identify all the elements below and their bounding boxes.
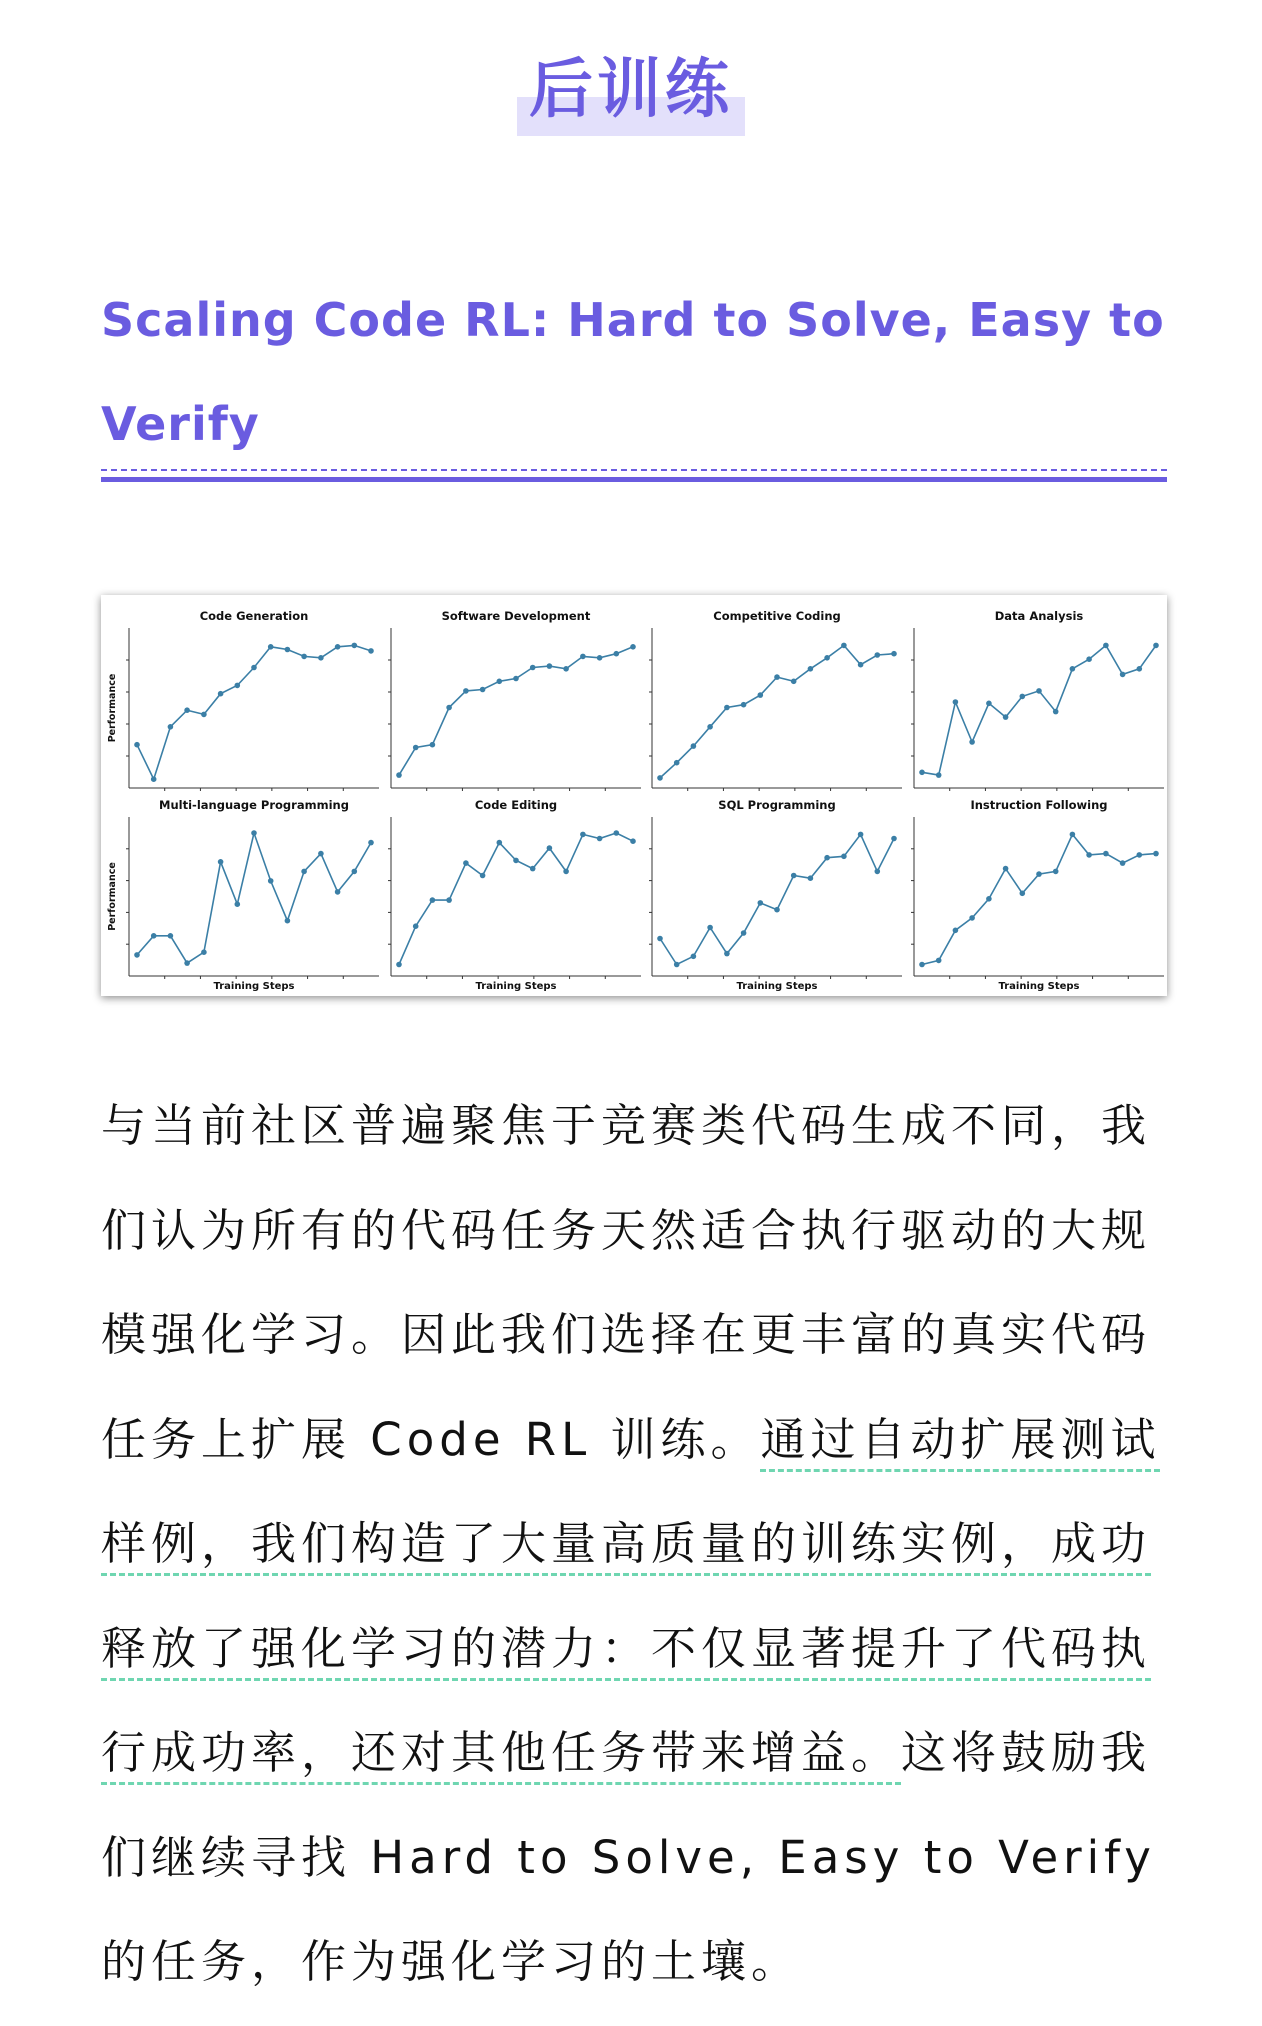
paragraph-intro: 与当前社区普遍聚焦于竞赛类代码生成不同，我们认为所有的代码任务天然适合执行驱动的大规模强化学习。因此我们选择在更丰富的真实代码任务上扩展 Code RL 训练。 (101, 1099, 1152, 1466)
code-editing-data-point (413, 923, 419, 929)
multi-language-programming-title: Multi-language Programming (159, 798, 349, 812)
software-development-data-point (480, 687, 486, 693)
instruction-following-data-point (919, 962, 925, 968)
code-editing-data-point (446, 897, 452, 903)
code-editing-data-point (530, 866, 536, 872)
sql-programming-title: SQL Programming (718, 798, 836, 812)
code-generation-data-point (251, 665, 257, 671)
instruction-following-data-point (953, 928, 959, 934)
instruction-following-series-line (922, 834, 1156, 964)
instruction-following-data-point (1003, 866, 1009, 872)
competitive-coding-data-point (858, 662, 864, 668)
code-generation-data-point (201, 712, 207, 718)
data-analysis-data-point (919, 770, 925, 776)
multi-language-programming-series-line (137, 833, 371, 963)
data-analysis-data-point (1137, 666, 1143, 672)
software-development-data-point (430, 742, 436, 748)
software-development-data-point (497, 679, 503, 685)
body-paragraph (101, 1074, 1171, 2015)
sql-programming-data-point (691, 954, 697, 960)
competitive-coding-data-point (774, 674, 780, 680)
data-analysis-data-point (1120, 672, 1126, 678)
sql-programming-data-point (657, 936, 663, 942)
competitive-coding-data-point (674, 760, 680, 766)
competitive-coding-data-point (808, 666, 814, 672)
headline: Scaling Code RL: Hard to Solve, Easy to Verify (101, 293, 1165, 451)
competitive-coding-data-point (657, 775, 663, 781)
sql-programming-data-point (774, 907, 780, 913)
code-editing-data-point (430, 897, 436, 903)
paragraph-outro: 这将鼓励我们继续寻找 Hard to Solve, Easy to Verify 的任务，作为强化学习的土壤。 (101, 1726, 1156, 1988)
sql-programming-data-point (791, 873, 797, 879)
competitive-coding-data-point (791, 679, 797, 685)
code-editing-data-point (480, 873, 486, 879)
multi-language-programming-data-point (251, 830, 257, 836)
sql-programming-data-point (858, 832, 864, 838)
section-title-text: 后训练 (517, 34, 745, 136)
sql-programming-data-point (741, 930, 747, 936)
sql-programming-data-point (724, 951, 730, 957)
multi-language-programming-data-point (352, 869, 358, 875)
software-development-data-point (563, 666, 569, 672)
code-editing-data-point (396, 962, 402, 968)
code-editing-data-point (597, 836, 603, 842)
data-analysis-data-point (1070, 666, 1076, 672)
software-development-data-point (446, 705, 452, 711)
data-analysis-data-point (953, 699, 959, 705)
code-generation-data-point (168, 724, 174, 730)
software-development-data-point (614, 651, 620, 657)
competitive-coding-data-point (707, 724, 713, 730)
code-generation-data-point (352, 643, 358, 649)
data-analysis-data-point (969, 739, 975, 745)
instruction-following-data-point (1153, 851, 1159, 857)
instruction-following-data-point (969, 915, 975, 921)
instruction-following-data-point (1137, 852, 1143, 858)
instruction-following-data-point (1070, 832, 1076, 838)
data-analysis-series-line (922, 645, 1156, 775)
multi-language-programming-data-point (285, 918, 291, 924)
code-editing-data-point (497, 840, 503, 846)
multi-language-programming-xlabel: Training Steps (213, 981, 295, 992)
software-development-data-point (413, 745, 419, 751)
sql-programming-data-point (674, 962, 680, 968)
code-generation-title: Code Generation (199, 609, 309, 623)
code-editing-data-point (614, 830, 620, 836)
competitive-coding-data-point (724, 705, 730, 711)
software-development-data-point (530, 665, 536, 671)
code-generation-data-point (184, 707, 190, 713)
code-editing-title: Code Editing (474, 798, 558, 812)
code-generation-data-point (235, 683, 241, 689)
software-development-data-point (547, 663, 553, 669)
multi-language-programming-data-point (318, 851, 324, 857)
software-development-data-point (597, 655, 603, 661)
multi-language-programming-data-point (168, 933, 174, 939)
data-analysis-data-point (1103, 643, 1109, 649)
instruction-following-data-point (1053, 869, 1059, 875)
code-editing-data-point (547, 845, 553, 851)
competitive-coding-data-point (691, 743, 697, 749)
code-editing-data-point (580, 832, 586, 838)
multi-language-programming-data-point (218, 859, 224, 865)
multi-language-programming-data-point (301, 869, 307, 875)
sql-programming-data-point (891, 836, 897, 842)
software-development-title: Software Development (441, 609, 591, 623)
software-development-data-point (396, 772, 402, 778)
multi-language-programming-data-point (151, 933, 157, 939)
code-editing-data-point (513, 858, 519, 864)
sql-programming-data-point (758, 900, 764, 906)
code-generation-data-point (318, 655, 324, 661)
data-analysis-data-point (1036, 688, 1042, 694)
instruction-following-title: Instruction Following (970, 798, 1108, 812)
code-generation-data-point (368, 648, 374, 654)
instruction-following-data-point (986, 896, 992, 902)
code-editing-data-point (630, 838, 636, 844)
code-generation-data-point (301, 654, 307, 660)
instruction-following-data-point (1120, 860, 1126, 866)
code-generation-data-point (134, 742, 140, 748)
software-development-data-point (463, 688, 469, 694)
instruction-following-data-point (1036, 871, 1042, 877)
code-generation-data-point (335, 644, 341, 650)
code-editing-xlabel: Training Steps (475, 981, 557, 992)
software-development-series-line (399, 647, 633, 775)
data-analysis-data-point (1153, 643, 1159, 649)
data-analysis-data-point (1086, 656, 1092, 662)
instruction-following-data-point (936, 958, 942, 964)
instruction-following-data-point (1103, 851, 1109, 857)
sql-programming-series-line (660, 834, 894, 964)
multi-language-programming-data-point (184, 960, 190, 966)
competitive-coding-data-point (758, 692, 764, 698)
competitive-coding-data-point (875, 652, 881, 658)
software-development-data-point (580, 654, 586, 660)
code-editing-data-point (463, 860, 469, 866)
competitive-coding-data-point (841, 643, 847, 649)
competitive-coding-data-point (891, 651, 897, 657)
sql-programming-xlabel: Training Steps (736, 981, 818, 992)
training-curves-chart (101, 595, 1167, 996)
data-analysis-data-point (1020, 694, 1026, 700)
multi-language-programming-data-point (134, 952, 140, 958)
code-generation-data-point (151, 776, 157, 782)
multi-language-programming-data-point (368, 840, 374, 846)
software-development-data-point (630, 644, 636, 650)
data-analysis-data-point (936, 772, 942, 778)
code-generation-data-point (285, 647, 291, 653)
training-curves-figure (101, 595, 1167, 996)
sql-programming-data-point (841, 854, 847, 860)
code-generation-data-point (268, 644, 274, 650)
sql-programming-data-point (808, 875, 814, 881)
instruction-following-data-point (1020, 891, 1026, 897)
multi-language-programming-data-point (335, 889, 341, 895)
paragraph-highlight: 通过自动扩展测试样例，我们构造了大量高质量的训练实例，成功释放了强化学习的潜力：不仅显著提升了代码执行成功率，还对其他任务带来增益。 (101, 1412, 1161, 1779)
instruction-following-xlabel: Training Steps (998, 981, 1080, 992)
competitive-coding-data-point (741, 702, 747, 708)
multi-language-programming-data-point (268, 878, 274, 884)
competitive-coding-title: Competitive Coding (713, 609, 841, 623)
multi-language-programming-data-point (201, 949, 207, 955)
section-title (0, 34, 1262, 136)
competitive-coding-data-point (824, 655, 830, 661)
sql-programming-data-point (824, 855, 830, 861)
sql-programming-data-point (707, 925, 713, 931)
sql-programming-data-point (875, 869, 881, 875)
instruction-following-data-point (1086, 852, 1092, 858)
code-generation-data-point (218, 691, 224, 697)
headline-dashed-rule (101, 469, 1167, 471)
code-editing-data-point (563, 869, 569, 875)
data-analysis-data-point (1003, 714, 1009, 720)
multi-language-programming-data-point (235, 901, 241, 907)
data-analysis-data-point (1053, 709, 1059, 715)
data-analysis-title: Data Analysis (994, 609, 1084, 623)
code-generation-ylabel: Performance (107, 673, 118, 743)
data-analysis-data-point (986, 701, 992, 707)
headline-solid-rule (101, 477, 1167, 482)
software-development-data-point (513, 676, 519, 682)
multi-language-programming-ylabel: Performance (107, 862, 118, 931)
